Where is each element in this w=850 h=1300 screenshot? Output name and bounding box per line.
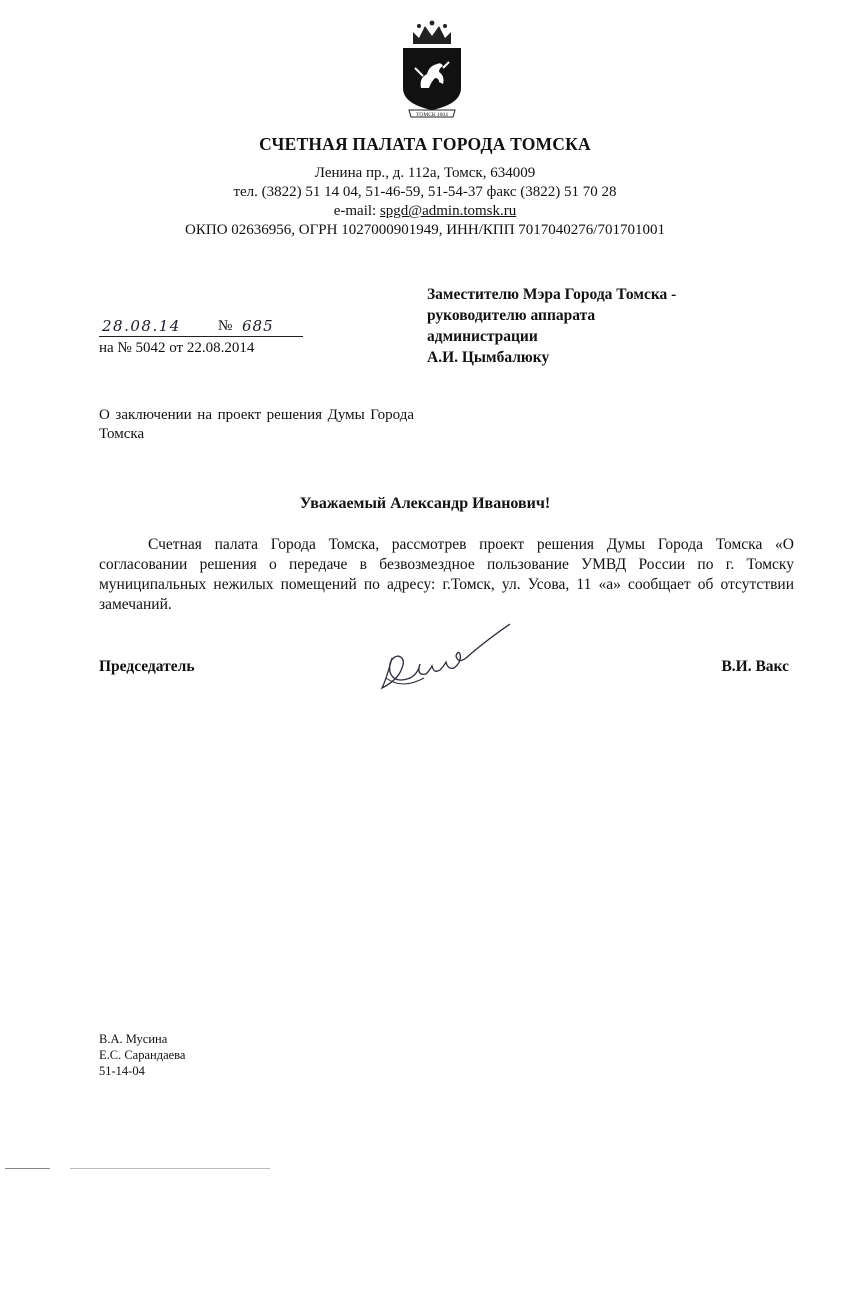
organization-phones: тел. (3822) 51 14 04, 51-46-59, 51-54-37 факс (3822) 51 70 28 bbox=[233, 184, 617, 200]
reply-reference: на № 5042 от 22.08.2014 bbox=[99, 340, 255, 356]
coat-of-arms-icon bbox=[399, 18, 465, 120]
organization-requisites: ОКПО 02636956, ОГРН 1027000901949, ИНН/КПП 7017040276/701701001 bbox=[185, 222, 665, 238]
organization-email-line bbox=[0, 202, 850, 221]
registration-number: 685 bbox=[242, 317, 274, 335]
executor-name: В.А. Мусина bbox=[99, 1032, 168, 1046]
greeting: Уважаемый Александр Иванович! bbox=[299, 495, 551, 512]
email-label: e-mail: bbox=[333, 203, 377, 219]
registration-number-label: № bbox=[218, 318, 233, 334]
addressee-line: администрации bbox=[427, 328, 538, 345]
letter-subject: О заключении на проект решения Думы Города Томска bbox=[99, 407, 414, 442]
signatory-position: Председатель bbox=[99, 658, 195, 675]
letter-body: Счетная палата Города Томска, рассмотрев проект решения Думы Города Томска «О согласовании решения о передаче в безвозмездное пользование УМВД России по г. Томску муниципальных нежилых помещений по адресу: г.Томск, ул. Усова, 11 «а» сообщает об отсутствии замечаний. bbox=[99, 536, 794, 613]
addressee-line: руководителю аппарата bbox=[427, 307, 596, 324]
organization-address: Ленина пр., д. 112а, Томск, 634009 bbox=[314, 165, 536, 181]
coat-ribbon-text: ТОМСК 1604 bbox=[416, 112, 448, 118]
signatory-name: В.И. Вакс bbox=[721, 658, 789, 675]
executors-block bbox=[99, 1031, 185, 1079]
scan-artifact bbox=[5, 1168, 50, 1169]
handwritten-signature-icon bbox=[372, 618, 517, 696]
organization-title: СЧЕТНАЯ ПАЛАТА ГОРОДА ТОМСКА bbox=[259, 134, 591, 154]
registration-date: 28.08.14 bbox=[102, 317, 181, 335]
scan-artifact bbox=[70, 1168, 270, 1169]
addressee-line: Заместителю Мэра Города Томска - bbox=[427, 286, 677, 303]
addressee-block bbox=[427, 284, 757, 368]
email-link[interactable]: spgd@admin.tomsk.ru bbox=[379, 203, 517, 219]
executor-phone: 51-14-04 bbox=[99, 1064, 145, 1078]
executor-name: Е.С. Сарандаева bbox=[99, 1048, 186, 1062]
addressee-line: А.И. Цымбалюку bbox=[427, 349, 550, 366]
